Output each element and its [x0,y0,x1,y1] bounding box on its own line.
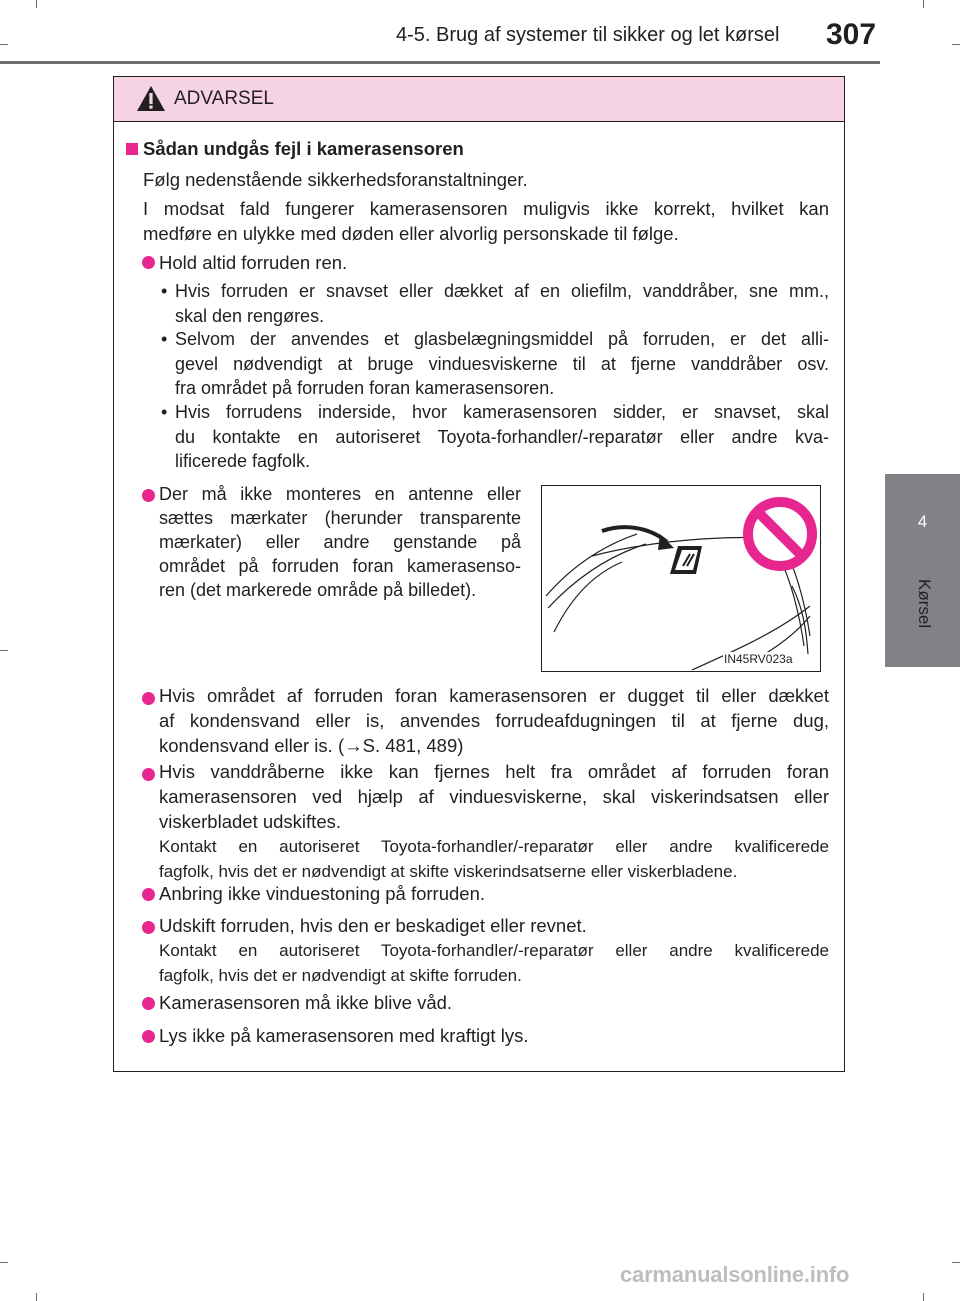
chapter-label: Kørsel [915,579,934,629]
crop-mark [0,650,8,651]
prohibition-icon [748,502,812,566]
bullet-note-line: Kontakt en autoriseret Toyota-forhandler/-reparatør eller andre kvalificerede [159,941,829,960]
bullet-dot-icon: • [161,329,168,349]
list-item [161,327,829,401]
watermark: carmanualsonline.info [620,1262,850,1287]
page-reference-link[interactable]: S. 481, 489) [362,735,464,756]
bullet-not-wet: Kamerasensoren må ikke blive våd. [159,992,453,1013]
list-item-line: lificerede fagfolk. [175,451,311,471]
warning-title: ADVARSEL [174,88,274,109]
bullet-line: kamerasensoren ved hjælp af vinduesviskerne, skal viskerindsatsen eller [159,786,829,807]
crop-mark [0,1262,8,1263]
image-code: IN45RV023a [724,652,793,666]
crop-mark [923,0,924,8]
crop-mark [36,0,37,8]
crop-mark [36,1293,37,1301]
bullet-icon [142,997,155,1010]
bullet-no-antenna [159,482,521,602]
bullet-line: Udskift forruden, hvis den er beskadiget eller revnet. [159,915,587,936]
bullet-icon [142,768,155,781]
intro-text-line: I modsat fald fungerer kamerasensoren muligvis ikke korrekt, hvilket kan [143,198,829,219]
crop-mark [952,44,960,45]
crop-mark [952,1262,960,1263]
bullet-line: området på forruden foran kamerasenso- [159,556,521,576]
warning-triangle-icon [136,85,166,112]
bullet-line: Der må ikke monteres en antenne eller [159,484,521,504]
intro-text: Følg nedenstående sikkerhedsforanstaltninger. [143,169,528,190]
bullet-line-text: kondensvand eller is. ( [159,735,345,756]
bullet-wiper [159,759,829,884]
bullet-no-tint: Anbring ikke vinduestoning på forruden. [159,883,486,904]
warning-heading: Sådan undgås fejl i kamerasensoren [143,138,464,159]
bullet-line: Hvis vanddråberne ikke kan fjernes helt fra området af forruden foran [159,761,829,782]
windshield-sensor-drawing [542,486,820,671]
bullet-icon [142,256,155,269]
list-item-line: fra området på forruden foran kamerasensoren. [175,378,555,398]
list-item-line: Hvis forrudens inderside, hvor kamerasensoren sidder, er snavset, skal [175,402,829,422]
list-item-line: Hvis forruden er snavset eller dækket af en oliefilm, vanddråber, sne mm., [175,281,829,301]
crop-mark [923,1293,924,1301]
bullet-fogged-windshield [159,683,829,758]
bullet-line: ren (det markerede område på billedet). [159,580,477,600]
bullet-icon [142,692,155,705]
bullet-no-bright-light: Lys ikke på kamerasensoren med kraftigt lys. [159,1025,529,1046]
crop-mark [0,44,8,45]
list-item [161,400,829,474]
bullet-icon [142,888,155,901]
header-rule [0,61,880,64]
bullet-line: mærkater) eller andre genstande på [159,532,521,552]
bullet-icon [142,921,155,934]
bullet-note-line: fagfolk, hvis det er nødvendigt at skifte viskerindsatserne eller viskerbladene. [159,862,738,881]
bullet-dot-icon: • [161,281,168,301]
bullet-line [159,733,829,758]
bullet-clean-windshield: Hold altid forruden ren. [159,252,348,273]
heading-square-icon [126,143,138,155]
bullet-dot-icon: • [161,402,168,422]
page-number: 307 [826,18,877,51]
header-section-title: 4-5. Brug af systemer til sikker og let kørsel [396,24,780,46]
bullet-note-line: fagfolk, hvis det er nødvendigt at skifte forruden. [159,966,522,985]
bullet-line: sættes mærkater (herunder transparente [159,508,521,528]
bullet-line: viskerbladet udskiftes. [159,811,342,832]
bullet-replace-windshield [159,913,829,988]
list-item-line: Selvom der anvendes et glasbelægningsmiddel på forruden, er det alli- [175,329,829,349]
list-item-line: skal den rengøres. [175,305,325,326]
warning-header [114,77,844,122]
list-item-line: du kontakte en autoriseret Toyota-forhandler/-reparatør eller andre kva- [175,426,829,447]
windshield-illustration [541,485,821,672]
bullet-line: af kondensvand eller is, anvendes forrudeafdugningen til at fjerne dug, [159,710,829,731]
bullet-line: Hvis området af forruden foran kamerasensoren er dugget til eller dækket [159,685,829,706]
bullet-icon [142,1030,155,1043]
bullet-note-line: Kontakt en autoriseret Toyota-forhandler/-reparatør eller andre kvalificerede [159,837,829,856]
list-item-line: gevel nødvendigt at bruge vinduesviskerne til at fjerne vanddråber osv. [175,353,829,374]
intro-text-line: medføre en ulykke med døden eller alvorlig personskade til følge. [143,223,679,244]
page-ref-arrow-icon: → [344,735,363,756]
list-item [161,279,829,328]
chapter-number: 4 [917,512,928,531]
bullet-icon [142,489,155,502]
